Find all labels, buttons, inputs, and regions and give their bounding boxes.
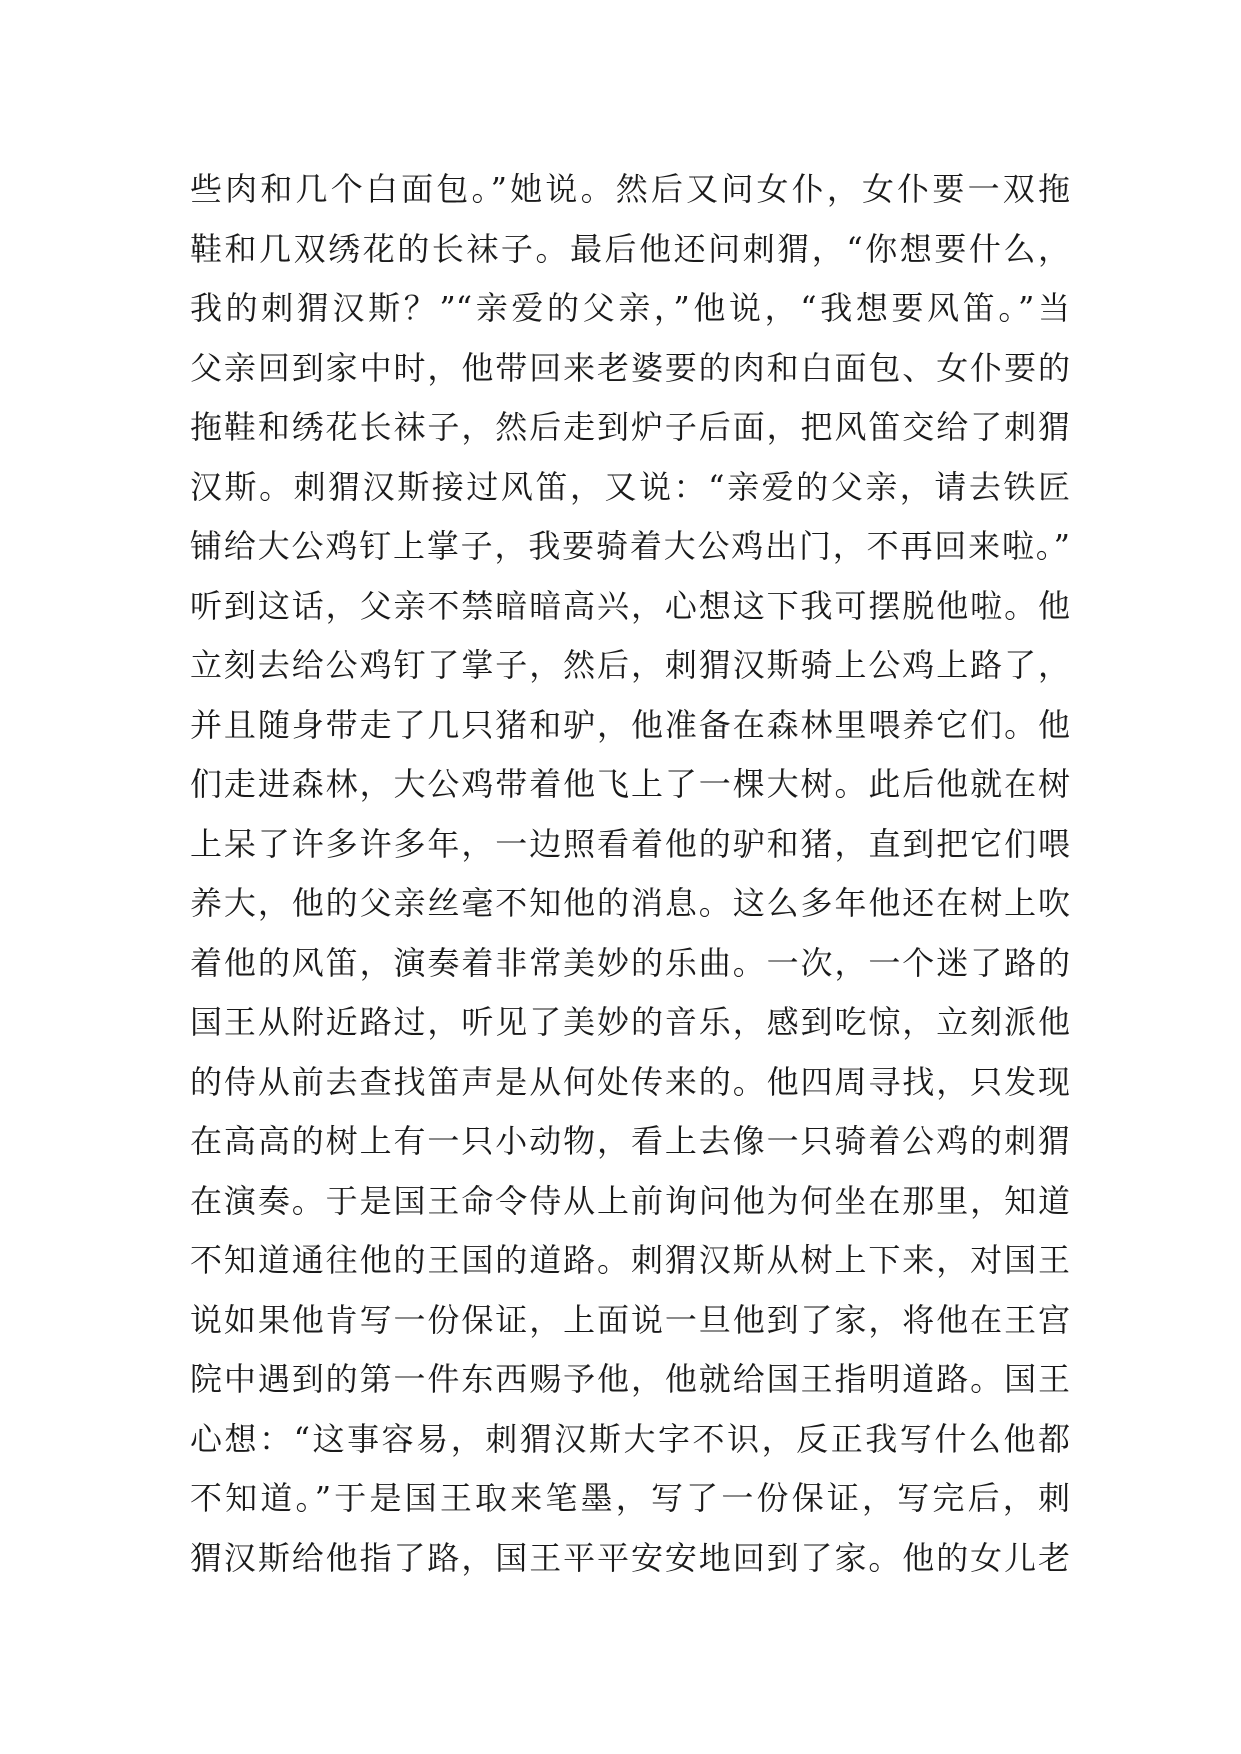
text-line: 铺给大公鸡钉上掌子，我要骑着大公鸡出门，不再回来啦。” [190, 527, 1070, 565]
text-line: 国王从附近路过，听见了美妙的音乐，感到吃惊，立刻派他 [190, 1003, 1070, 1041]
text-line: 不知道。”于是国王取来笔墨，写了一份保证，写完后，刺 [190, 1479, 1070, 1517]
text-line: 着他的风笛，演奏着非常美妙的乐曲。一次，一个迷了路的 [190, 943, 1070, 982]
text-line: 说如果他肯写一份保证，上面说一旦他到了家，将他在王宫 [190, 1300, 1070, 1339]
text-line: 上呆了许多许多年，一边照看着他的驴和猪，直到把它们喂 [190, 824, 1070, 863]
text-line: 我的刺猬汉斯？”“亲爱的父亲，”他说，“我想要风笛。”当 [190, 289, 1070, 327]
text-line: 汉斯。刺猬汉斯接过风笛，又说：“亲爱的父亲，请去铁匠 [190, 467, 1070, 506]
text-line: 的侍从前去查找笛声是从何处传来的。他四周寻找，只发现 [190, 1062, 1070, 1101]
body-text [190, 160, 1070, 1588]
text-line: 心想：“这事容易，刺猬汉斯大字不识，反正我写什么他都 [190, 1419, 1070, 1458]
text-line: 立刻去给公鸡钉了掌子，然后，刺猬汉斯骑上公鸡上路了， [190, 646, 1070, 684]
text-line: 院中遇到的第一件东西赐予他，他就给国王指明道路。国王 [190, 1360, 1070, 1398]
text-line: 猬汉斯给他指了路，国王平平安安地回到了家。他的女儿老 [190, 1538, 1070, 1577]
text-line: 并且随身带走了几只猪和驴，他准备在森林里喂养它们。他 [190, 705, 1070, 744]
text-line: 父亲回到家中时，他带回来老婆要的肉和白面包、女仆要的 [190, 348, 1070, 387]
text-line: 不知道通往他的王国的道路。刺猬汉斯从树上下来，对国王 [190, 1241, 1070, 1279]
text-line: 鞋和几双绣花的长袜子。最后他还问刺猬，“你想要什么， [190, 229, 1070, 268]
text-line: 们走进森林，大公鸡带着他飞上了一棵大树。此后他就在树 [190, 765, 1070, 803]
text-line: 拖鞋和绣花长袜子，然后走到炉子后面，把风笛交给了刺猬 [190, 408, 1070, 446]
text-line: 些肉和几个白面包。”她说。然后又问女仆，女仆要一双拖 [190, 170, 1070, 208]
text-line: 听到这话，父亲不禁暗暗高兴，心想这下我可摆脱他啦。他 [190, 586, 1070, 625]
text-line: 养大，他的父亲丝毫不知他的消息。这么多年他还在树上吹 [190, 884, 1070, 922]
text-line: 在高高的树上有一只小动物，看上去像一只骑着公鸡的刺猬 [190, 1122, 1070, 1160]
text-line: 在演奏。于是国王命令侍从上前询问他为何坐在那里，知道 [190, 1181, 1070, 1220]
